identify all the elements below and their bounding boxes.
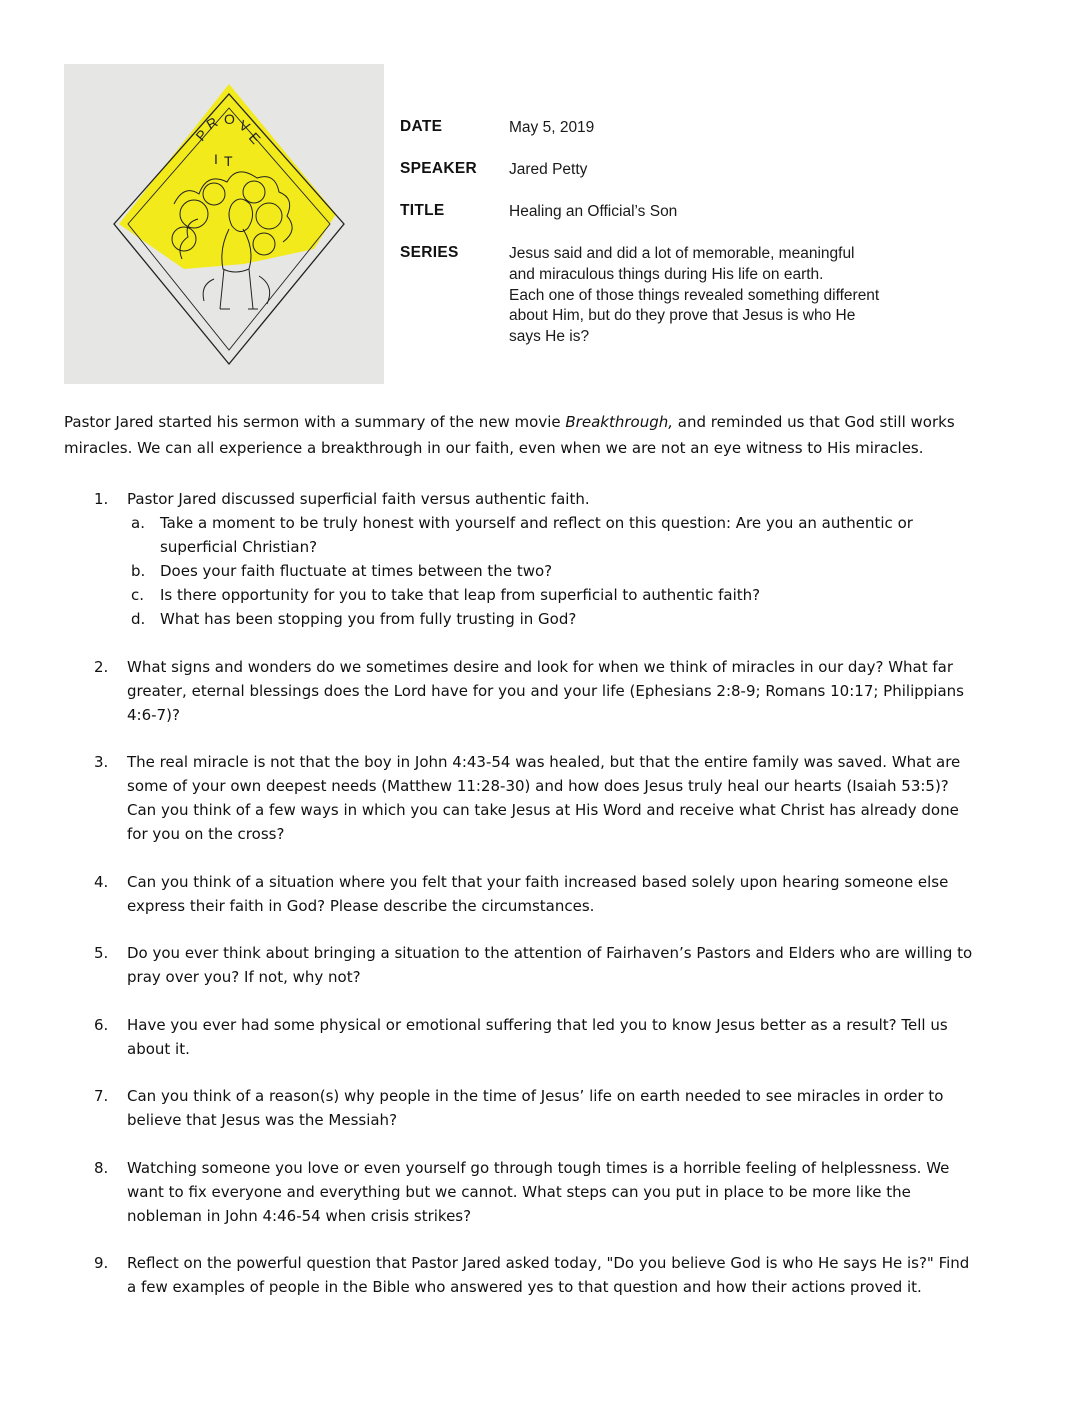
sub-line: What has been stopping you from fully trusting in God?	[160, 610, 577, 628]
question-line: Can you think of a reason(s) why people in the time of Jesus’ life on earth needed to see miracles in order to	[127, 1087, 944, 1105]
sub-text	[160, 607, 1030, 631]
series-label: SERIES	[400, 244, 459, 261]
sub-line: Does your faith fluctuate at times between the two?	[160, 562, 553, 580]
svg-text:O: O	[224, 111, 237, 127]
speaker-label: SPEAKER	[400, 160, 478, 177]
question-line: pray over you? If not, why not?	[127, 968, 361, 986]
sub-letter: b.	[131, 562, 146, 580]
sub-letter: c.	[131, 586, 145, 604]
question-number: 6.	[94, 1016, 109, 1034]
question-line: nobleman in John 4:46-54 when crisis strikes?	[127, 1207, 472, 1225]
question-line: about it.	[127, 1040, 190, 1058]
question-number: 3.	[94, 753, 109, 771]
question-text	[127, 870, 1027, 918]
svg-text:P: P	[192, 124, 212, 145]
svg-text:I: I	[214, 151, 220, 167]
svg-text:V: V	[236, 116, 255, 137]
question-line: a few examples of people in the Bible who answered yes to that question and how their actions proved it.	[127, 1278, 922, 1296]
question-line: What signs and wonders do we sometimes desire and look for when we think of miracles in our day? What far	[127, 658, 954, 676]
date-label: DATE	[400, 118, 443, 135]
prove-it-logo	[64, 64, 384, 384]
question-line: Watching someone you love or even yourself go through tough times is a horrible feeling of helplessness. We	[127, 1159, 950, 1177]
sub-line: Take a moment to be truly honest with yourself and reflect on this question: Are you an authentic or	[160, 514, 913, 532]
sub-text	[160, 559, 1030, 583]
svg-text:T: T	[224, 153, 235, 169]
sub-line: Is there opportunity for you to take that leap from superficial to authentic faith?	[160, 586, 761, 604]
question-line: some of your own deepest needs (Matthew 11:28-30) and how does Jesus truly heal our hearts (Isaiah 53:5)?	[127, 777, 949, 795]
title-value: Healing an Official’s Son	[509, 203, 678, 220]
intro-text: Pastor Jared started his sermon with a summary of the new movie	[64, 413, 566, 431]
question-text	[127, 941, 1027, 989]
question-number: 1.	[94, 490, 109, 508]
series-line: and miraculous things during His life on earth.	[509, 265, 824, 283]
question-line: Do you ever think about bringing a situation to the attention of Fairhaven’s Pastors and Elders who are willing to	[127, 944, 973, 962]
question-line: Can you think of a situation where you felt that your faith increased based solely upon hearing someone else	[127, 873, 949, 891]
svg-text:R: R	[203, 112, 223, 133]
question-text	[127, 1251, 1027, 1299]
series-line: about Him, but do they prove that Jesus is who He	[509, 307, 856, 325]
question-number: 2.	[94, 658, 109, 676]
date-value: May 5, 2019	[509, 119, 595, 136]
question-line: for you on the cross?	[127, 825, 285, 843]
question-number: 4.	[94, 873, 109, 891]
question-line: express their faith in God? Please describe the circumstances.	[127, 897, 595, 915]
question-line: The real miracle is not that the boy in John 4:43-54 was healed, but that the entire family was saved. What are	[127, 753, 961, 771]
title-label: TITLE	[400, 202, 445, 219]
series-line: Jesus said and did a lot of memorable, meaningful	[509, 245, 855, 262]
question-number: 5.	[94, 944, 109, 962]
question-text	[127, 1013, 1027, 1061]
movie-title: Breakthrough,	[565, 413, 673, 431]
series-line: Each one of those things revealed something different	[509, 286, 880, 304]
question-text	[127, 1084, 1027, 1132]
speaker-value: Jared Petty	[509, 161, 588, 178]
question-number: 9.	[94, 1254, 109, 1272]
question-number: 8.	[94, 1159, 109, 1177]
question-text	[127, 655, 1027, 727]
question-line: Pastor Jared discussed superficial faith versus authentic faith.	[127, 490, 590, 508]
series-artwork	[64, 64, 384, 384]
svg-text:E: E	[245, 129, 266, 149]
question-text	[127, 1156, 1027, 1228]
intro-text: and reminded us that God still works	[673, 413, 955, 431]
sub-letter: d.	[131, 610, 146, 628]
question-line: believe that Jesus was the Messiah?	[127, 1111, 398, 1129]
sub-text	[160, 511, 1030, 559]
question-line: greater, eternal blessings does the Lord have for you and your life (Ephesians 2:8-9; Romans 10:17; Philippians	[127, 682, 964, 700]
question-line: Reflect on the powerful question that Pastor Jared asked today, "Do you believe God is who He says He is?" Find	[127, 1254, 970, 1272]
series-description	[509, 244, 1009, 348]
series-line: says He is?	[509, 328, 590, 346]
question-number: 7.	[94, 1087, 109, 1105]
sub-letter: a.	[131, 514, 145, 532]
sub-line: superficial Christian?	[160, 538, 318, 556]
question-text	[127, 750, 1027, 846]
question-text	[127, 487, 1027, 511]
question-line: want to fix everyone and everything but we cannot. What steps can you put in place to be more like the	[127, 1183, 911, 1201]
question-line: Can you think of a few ways in which you can take Jesus at His Word and receive what Christ has already done	[127, 801, 959, 819]
question-line: Have you ever had some physical or emotional suffering that led you to know Jesus better as a result? Tell us	[127, 1016, 948, 1034]
intro-line: miracles. We can all experience a breakthrough in our faith, even when we are not an eye witness to His miracles.	[64, 439, 924, 457]
sub-text	[160, 583, 1030, 607]
question-line: 4:6-7)?	[127, 706, 180, 724]
intro-paragraph	[64, 409, 1024, 461]
intro-line	[64, 409, 1024, 435]
